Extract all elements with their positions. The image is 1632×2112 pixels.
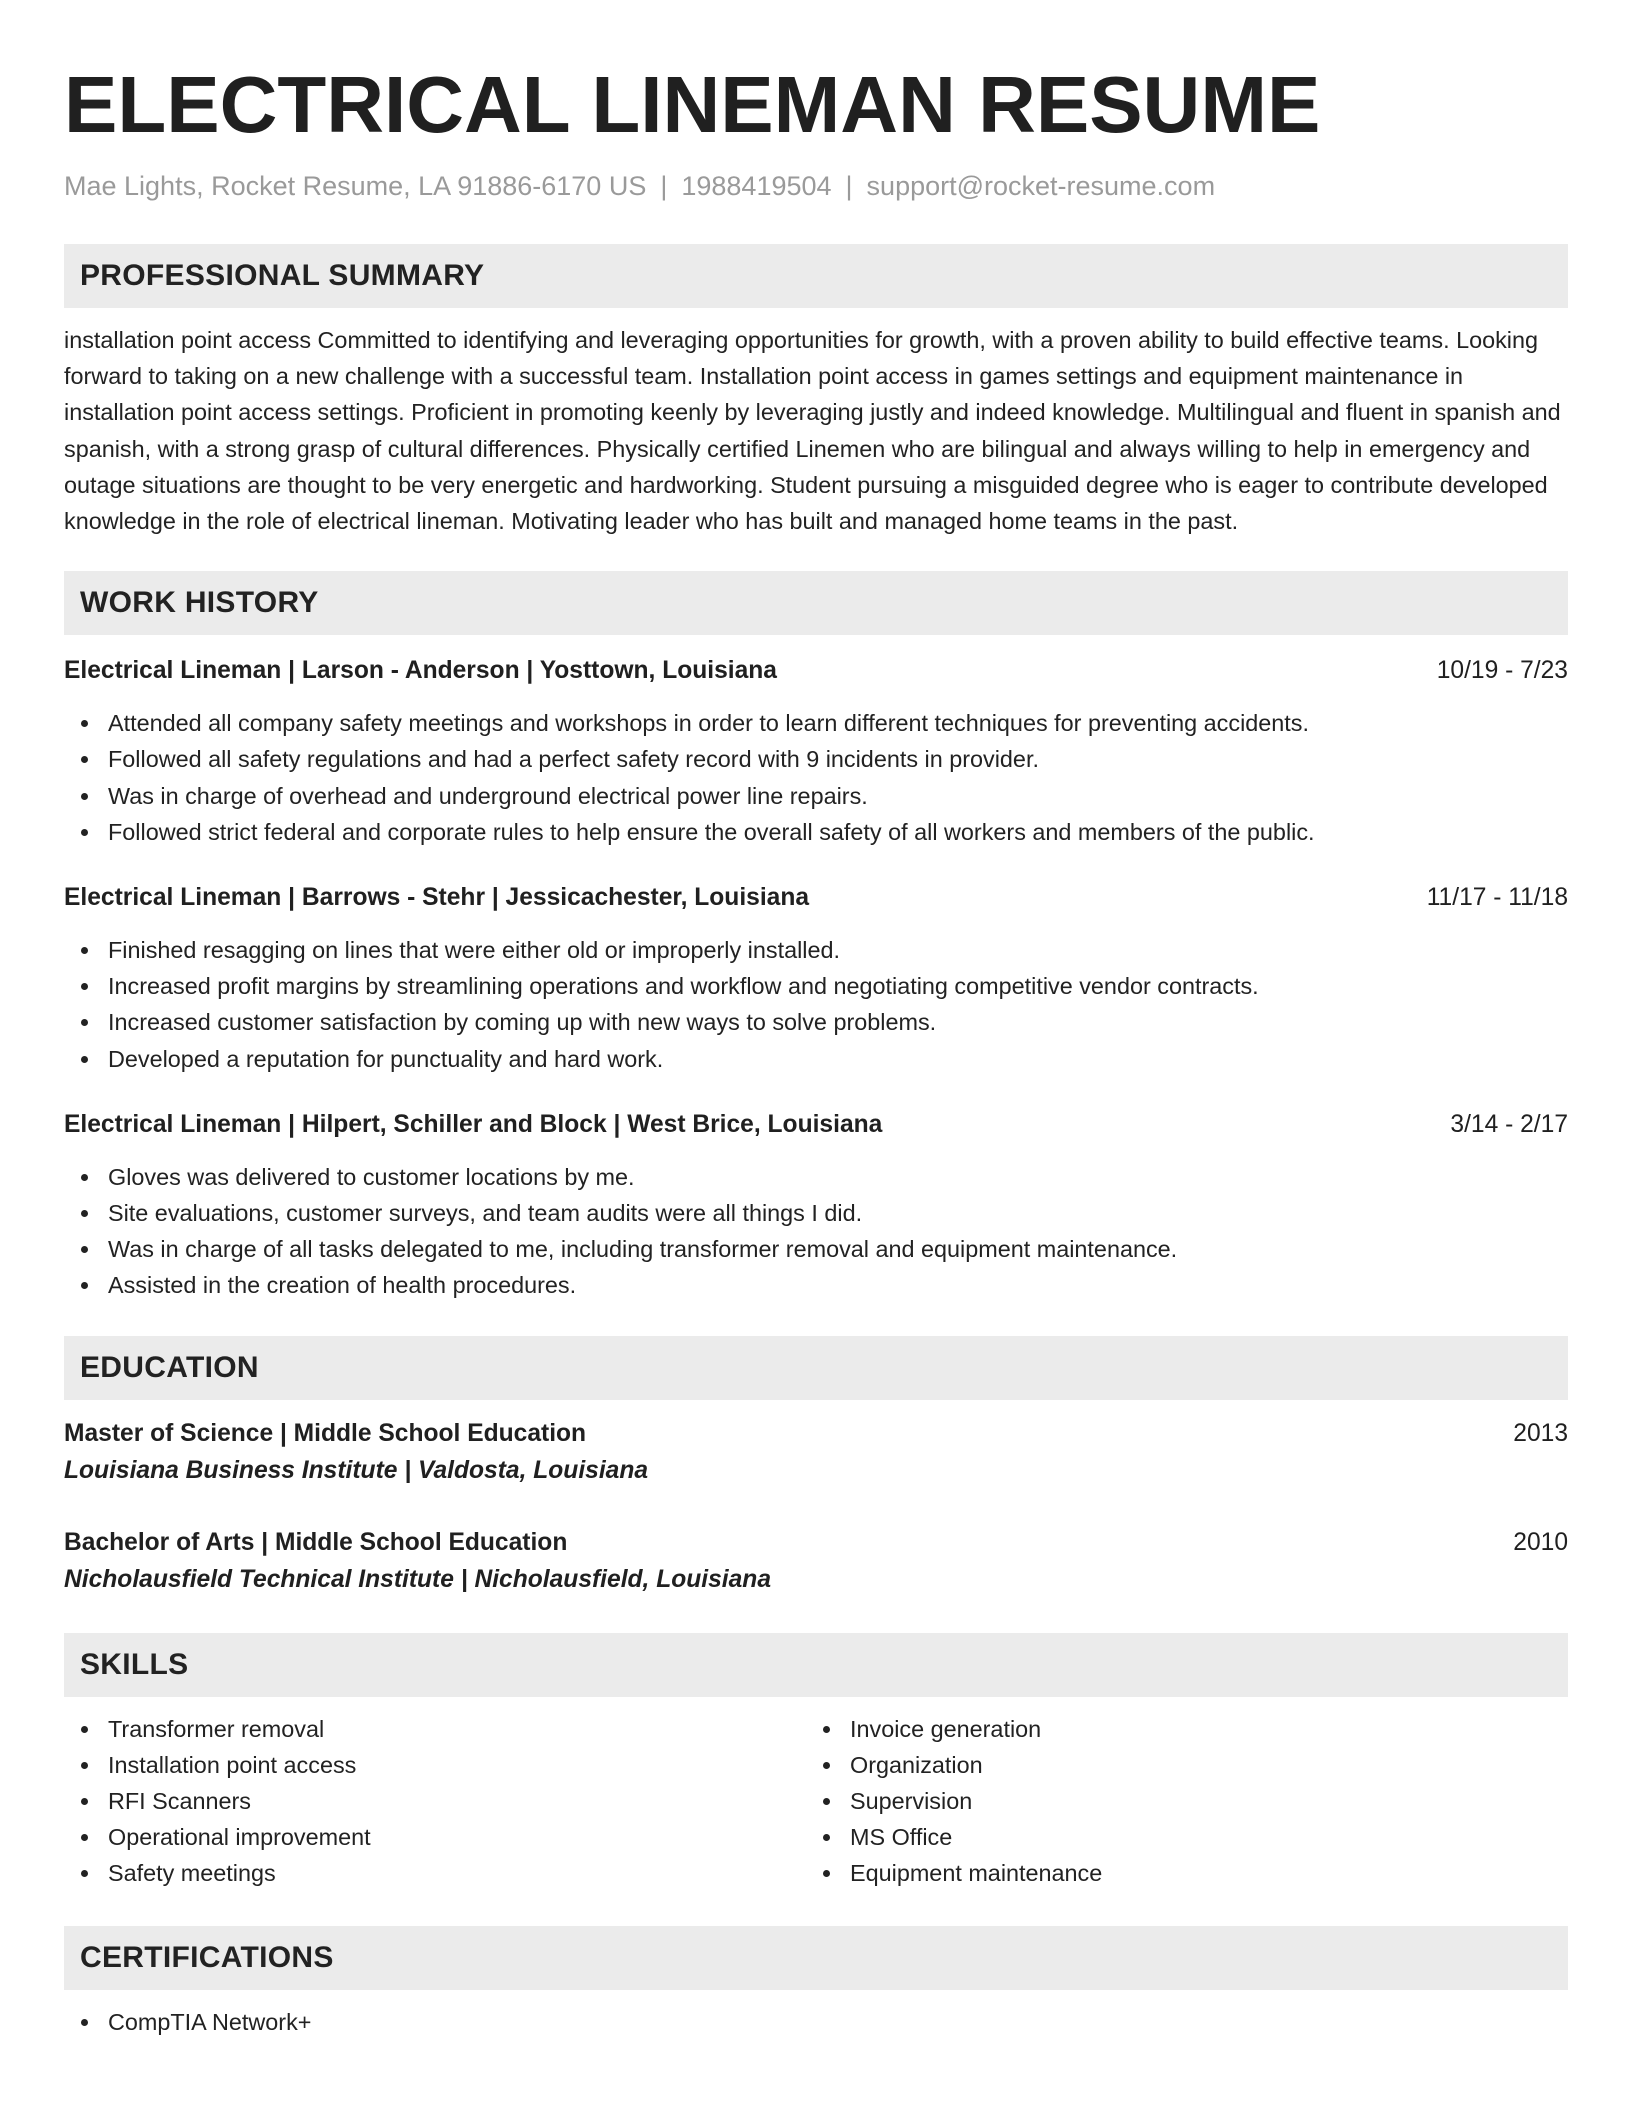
skill-item: MS Office [806,1819,1548,1855]
education-school: Louisiana Business Institute | Valdosta, Louisiana [64,1456,649,1484]
summary-heading: PROFESSIONAL SUMMARY [64,244,1568,308]
education-year: 2010 [1513,1528,1568,1556]
job-title: Electrical Lineman | Larson - Anderson | Yosttown, Louisiana [64,657,777,685]
job-bullet: Finished resagging on lines that were either old or improperly installed. [64,932,1568,968]
education-header [64,1416,1568,1452]
education-entry [64,1416,1568,1490]
skill-item: Equipment maintenance [806,1855,1548,1891]
contact-separator: | [660,171,668,201]
skill-item: Safety meetings [64,1855,806,1891]
job-title: Electrical Lineman | Barrows - Stehr | Jessicachester, Louisiana [64,884,810,912]
education-degree: Master of Science | Middle School Education [64,1419,587,1447]
education-year: 2013 [1513,1419,1568,1447]
job-bullet: Site evaluations, customer surveys, and team audits were all things I did. [64,1195,1568,1231]
job-bullets [64,705,1568,850]
skill-item: Supervision [806,1783,1548,1819]
job-dates: 10/19 - 7/23 [1436,657,1568,685]
certification-item: CompTIA Network+ [64,2004,1568,2040]
education-entry [64,1525,1568,1599]
job-bullet: Attended all company safety meetings and workshops in order to learn different techniques for preventing accidents. [64,705,1568,741]
resume-title: ELECTRICAL LINEMAN RESUME [64,60,1321,149]
certifications-list [64,2004,1568,2040]
skills-heading: SKILLS [64,1633,1568,1697]
contact-address: Mae Lights, Rocket Resume, LA 91886-6170 US [64,171,647,201]
job-entry [64,880,1568,1077]
job-dates: 3/14 - 2/17 [1450,1110,1568,1138]
job-entry [64,1107,1568,1304]
resume-page [64,0,1568,2040]
skills-column-left [64,1711,806,1892]
job-header [64,880,1568,916]
job-bullet: Increased customer satisfaction by coming up with new ways to solve problems. [64,1004,1568,1040]
contact-email: support@rocket-resume.com [866,171,1216,201]
skills-column-right [806,1711,1548,1892]
education-heading: EDUCATION [64,1336,1568,1400]
contact-separator: | [845,171,853,201]
contact-phone: 1988419504 [681,171,832,201]
job-bullet: Followed strict federal and corporate rules to help ensure the overall safety of all workers and members of the public. [64,814,1568,850]
work-history-heading: WORK HISTORY [64,571,1568,635]
skills-list [64,1711,1568,1892]
job-dates: 11/17 - 11/18 [1426,884,1568,912]
skill-item: RFI Scanners [64,1783,806,1819]
certifications-heading: CERTIFICATIONS [64,1926,1568,1990]
job-title: Electrical Lineman | Hilpert, Schiller and Block | West Brice, Louisiana [64,1110,883,1138]
contact-line [64,170,1568,202]
job-bullet: Increased profit margins by streamlining operations and workflow and negotiating competitive vendor contracts. [64,968,1568,1004]
skill-item: Operational improvement [64,1819,806,1855]
job-bullet: Was in charge of overhead and underground electrical power line repairs. [64,778,1568,814]
job-bullet: Developed a reputation for punctuality and hard work. [64,1041,1568,1077]
job-entry [64,653,1568,850]
education-header [64,1525,1568,1561]
job-bullet: Was in charge of all tasks delegated to me, including transformer removal and equipment maintenance. [64,1231,1568,1267]
job-bullets [64,1159,1568,1304]
skill-item: Invoice generation [806,1711,1548,1747]
skill-item: Installation point access [64,1747,806,1783]
skill-item: Transformer removal [64,1711,806,1747]
job-header [64,653,1568,689]
summary-text: installation point access Committed to identifying and leveraging opportunities for growth, with a proven ability to build effective teams. Looking forward to taking on a new challenge with a successful team. Installation point access in games settings and equipment maintenance in installation point access settings. Proficient in promoting keenly by leveraging justly and indeed knowledge. Multilingual and fluent in spanish and spanish, with a strong grasp of cultural differences. Physically certified Linemen who are bilingual and always willing to help in emergency and outage situations are thought to be very energetic and hardworking. Student pursuing a misguided degree who is eager to contribute developed knowledge in the role of electrical lineman. Motivating leader who has built and managed home teams in the past. [64,327,1561,535]
job-bullet: Assisted in the creation of health procedures. [64,1267,1568,1303]
education-school: Nicholausfield Technical Institute | Nicholausfield, Louisiana [64,1565,772,1593]
job-bullet: Gloves was delivered to customer locations by me. [64,1159,1568,1195]
job-bullets [64,932,1568,1077]
job-bullet: Followed all safety regulations and had a perfect safety record with 9 incidents in provider. [64,741,1568,777]
job-header [64,1107,1568,1143]
skill-item: Organization [806,1747,1548,1783]
education-degree: Bachelor of Arts | Middle School Education [64,1528,568,1556]
